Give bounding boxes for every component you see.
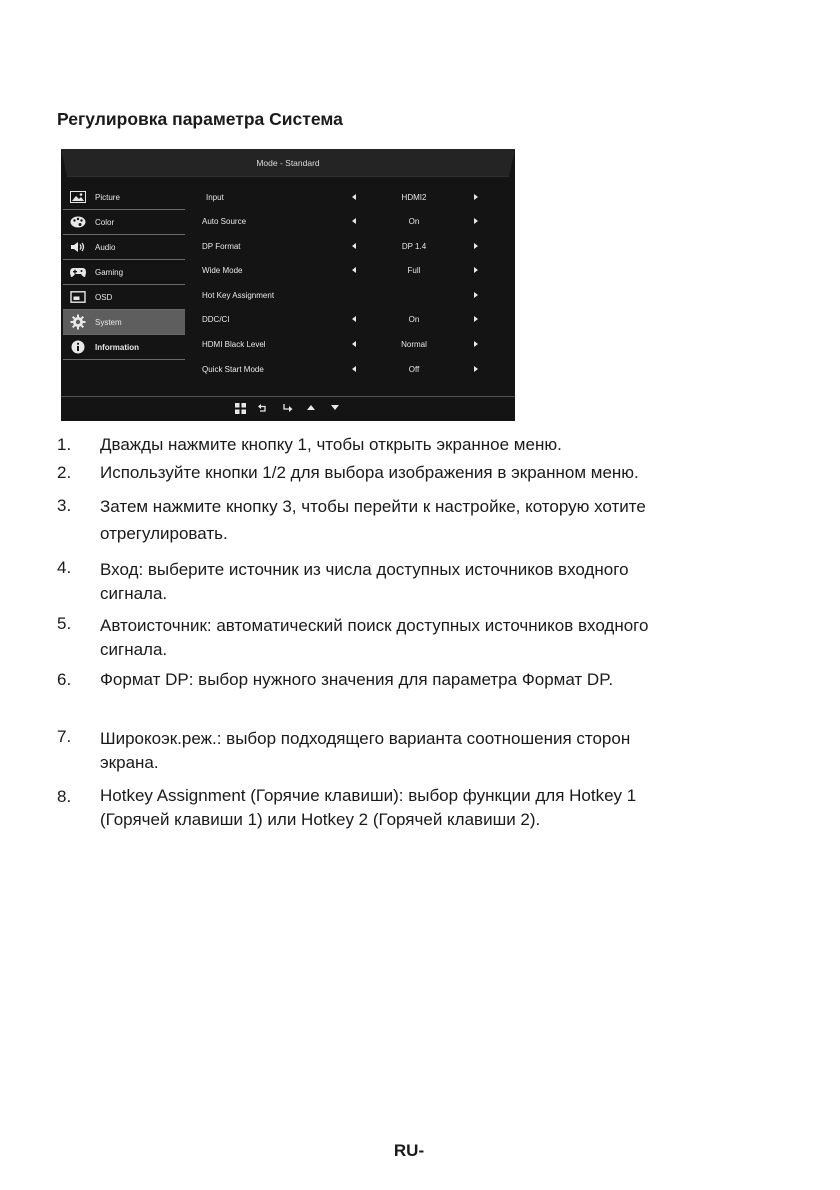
right-arrow-icon[interactable] bbox=[474, 292, 478, 298]
setting-label: Hot Key Assignment bbox=[202, 291, 275, 300]
left-arrow-icon[interactable] bbox=[352, 267, 356, 273]
step-line: сигнала. bbox=[100, 640, 168, 659]
sidebar-item-label: System bbox=[95, 317, 122, 327]
setting-value: Off bbox=[408, 365, 420, 374]
right-arrow-icon[interactable] bbox=[474, 243, 478, 249]
step-line: экрана. bbox=[100, 753, 159, 772]
step-text bbox=[100, 727, 780, 775]
setting-row-dp-format[interactable] bbox=[61, 234, 515, 258]
step-line: Формат DP: выбор нужного значения для параметра Формат DP. bbox=[100, 670, 614, 689]
step-line: Hotkey Assignment (Горячие клавиши): выбор функции для Hotkey 1 bbox=[100, 786, 637, 805]
setting-value: Normal bbox=[401, 340, 427, 349]
setting-label: Quick Start Mode bbox=[202, 365, 264, 374]
right-arrow-icon[interactable] bbox=[474, 316, 478, 322]
setting-row-hot-key-assignment[interactable] bbox=[61, 283, 515, 307]
left-arrow-icon[interactable] bbox=[352, 218, 356, 224]
sidebar-item-label: Color bbox=[95, 217, 115, 227]
osd-title: Mode - Standard bbox=[256, 158, 320, 168]
osd-menu-screenshot bbox=[61, 149, 515, 421]
step-line: Вход: выберите источник из числа доступных источников входного bbox=[100, 560, 629, 579]
step-line: Автоисточник: автоматический поиск доступных источников входного bbox=[100, 616, 649, 635]
left-arrow-icon[interactable] bbox=[352, 243, 356, 249]
step-line: Широкоэк.реж.: выбор подходящего варианта соотношения сторон bbox=[100, 729, 631, 748]
sidebar-item-label: Picture bbox=[95, 192, 120, 202]
setting-value: On bbox=[408, 217, 420, 226]
step-text bbox=[100, 558, 780, 606]
setting-row-hdmi-black-level[interactable] bbox=[61, 332, 515, 356]
sidebar-item-label: OSD bbox=[95, 292, 113, 302]
step-text bbox=[100, 463, 780, 483]
osd-title-bar bbox=[61, 149, 515, 177]
page-heading: Регулировка параметра Система bbox=[57, 109, 343, 129]
step-number: 4. bbox=[57, 558, 72, 577]
setting-label: Input bbox=[206, 193, 224, 202]
setting-row-auto-source[interactable] bbox=[61, 209, 515, 233]
osd-bottom-divider bbox=[61, 396, 515, 397]
step-text bbox=[100, 493, 780, 547]
step-number: 5. bbox=[57, 614, 72, 633]
sidebar-item-label: Information bbox=[95, 342, 139, 352]
setting-value: HDMI2 bbox=[401, 193, 427, 202]
setting-value: DP 1.4 bbox=[401, 242, 427, 251]
menu-icon[interactable] bbox=[235, 403, 246, 414]
setting-row-input[interactable] bbox=[61, 185, 515, 209]
osd-navigation-bar bbox=[61, 400, 515, 418]
step-line: Используйте кнопки 1/2 для выбора изображения в экранном меню. bbox=[100, 463, 639, 482]
step-number: 6. bbox=[57, 670, 72, 689]
right-arrow-icon[interactable] bbox=[474, 194, 478, 200]
step-number: 7. bbox=[57, 727, 72, 746]
step-line: (Горячей клавиши 1) или Hotkey 2 (Горячей клавиши 2). bbox=[100, 810, 541, 829]
page-footer: RU- bbox=[393, 1141, 425, 1160]
step-line: Затем нажмите кнопку 3, чтобы перейти к настройке, которую хотите bbox=[100, 497, 646, 516]
setting-row-ddc-ci[interactable] bbox=[61, 307, 515, 331]
up-icon[interactable] bbox=[307, 405, 315, 410]
setting-label: HDMI Black Level bbox=[202, 340, 266, 349]
right-arrow-icon[interactable] bbox=[474, 366, 478, 372]
step-text bbox=[100, 614, 780, 662]
left-arrow-icon[interactable] bbox=[352, 366, 356, 372]
setting-row-wide-mode[interactable] bbox=[61, 258, 515, 282]
setting-label: Wide Mode bbox=[202, 266, 243, 275]
right-arrow-icon[interactable] bbox=[474, 341, 478, 347]
step-number: 1. bbox=[57, 435, 72, 454]
step-number: 3. bbox=[57, 496, 72, 515]
step-text bbox=[100, 670, 780, 690]
back-icon[interactable] bbox=[258, 404, 267, 412]
setting-value: Full bbox=[407, 266, 421, 275]
sidebar-item-label: Audio bbox=[95, 242, 116, 252]
step-number: 2. bbox=[57, 463, 72, 482]
left-arrow-icon[interactable] bbox=[352, 316, 356, 322]
step-text bbox=[100, 784, 780, 832]
setting-value: On bbox=[408, 315, 420, 324]
setting-label: Auto Source bbox=[202, 217, 247, 226]
down-icon[interactable] bbox=[331, 405, 339, 410]
setting-row-quick-start-mode[interactable] bbox=[61, 357, 515, 381]
left-arrow-icon[interactable] bbox=[352, 341, 356, 347]
step-line: Дважды нажмите кнопку 1, чтобы открыть экранное меню. bbox=[100, 435, 562, 454]
setting-label: DP Format bbox=[202, 242, 241, 251]
left-arrow-icon[interactable] bbox=[352, 194, 356, 200]
enter-icon[interactable] bbox=[283, 404, 293, 412]
right-arrow-icon[interactable] bbox=[474, 218, 478, 224]
sidebar-item-label: Gaming bbox=[95, 267, 124, 277]
step-text bbox=[100, 435, 780, 455]
step-line: отрегулировать. bbox=[100, 524, 228, 543]
step-number: 8. bbox=[57, 787, 72, 806]
step-line: сигнала. bbox=[100, 584, 168, 603]
right-arrow-icon[interactable] bbox=[474, 267, 478, 273]
setting-label: DDC/CI bbox=[202, 315, 230, 324]
